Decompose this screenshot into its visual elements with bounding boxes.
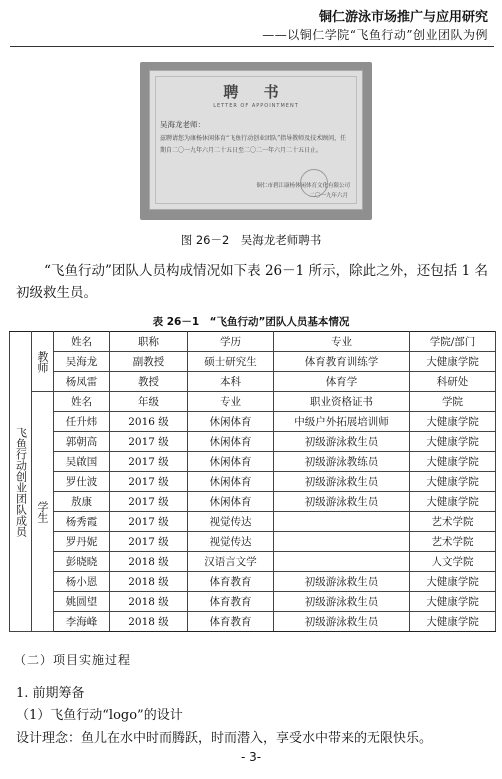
- table-cell: 初级游泳救生员: [274, 432, 410, 452]
- table-cell: 科研处: [410, 372, 496, 392]
- teacher-label: 教师: [32, 332, 54, 392]
- design-concept-text: 设计理念：鱼儿在水中时而腾跃，时而潜入，享受水中带来的无限快乐。: [16, 731, 433, 746]
- group-label: 飞鱼行动创业团队成员: [10, 332, 32, 632]
- table-cell: 敖康: [54, 492, 110, 512]
- table-cell: 大健康学院: [410, 352, 496, 372]
- table-cell: 休闲体育: [188, 432, 274, 452]
- table-row: [10, 592, 496, 612]
- table-cell: [274, 552, 410, 572]
- table-row: [10, 472, 496, 492]
- table-header-row: [10, 332, 496, 352]
- certificate-body: 兹聘请您为康杨休闲体育“飞鱼行动创业团队”指导教师及技术顾问，任期自二〇一九年六月二十五日至二〇二一年六月二十五日止。: [160, 135, 347, 154]
- table-cell: 初级游泳教练员: [274, 452, 410, 472]
- table-row: [10, 532, 496, 552]
- table-cell: 休闲体育: [188, 452, 274, 472]
- table-cell: 初级游泳救生员: [274, 572, 410, 592]
- table-cell: 初级游泳救生员: [274, 592, 410, 612]
- header-cell: 学历: [188, 332, 274, 352]
- table-cell: 李海峰: [54, 612, 110, 632]
- table-cell: 硕士研究生: [188, 352, 274, 372]
- table-cell: 体育教育训练学: [274, 352, 410, 372]
- table-cell: 大健康学院: [410, 592, 496, 612]
- table-cell: 郭朝高: [54, 432, 110, 452]
- table-row: [10, 452, 496, 472]
- student-label: 学生: [32, 392, 54, 632]
- header-cell: 职业资格证书: [274, 392, 410, 412]
- table-cell: 2018 级: [110, 592, 188, 612]
- header-rule: [10, 46, 494, 47]
- certificate-org: 铜仁市碧江康杨休闲体育文化有限公司: [256, 183, 350, 189]
- certificate-paper: [149, 70, 363, 210]
- table-cell: 大健康学院: [410, 432, 496, 452]
- table-cell: 初级游泳救生员: [274, 492, 410, 512]
- table-header-row: [10, 392, 496, 412]
- table-cell: 2017 级: [110, 432, 188, 452]
- table-cell: 杨凤雷: [54, 372, 110, 392]
- running-header-title: 铜仁游泳市场推广与应用研究: [318, 10, 488, 25]
- table-cell: 大健康学院: [410, 452, 496, 472]
- table-cell: 彭晓晓: [54, 552, 110, 572]
- table-cell: 吴啟国: [54, 452, 110, 472]
- table-cell: 教授: [110, 372, 188, 392]
- table-cell: 2018 级: [110, 552, 188, 572]
- table-cell: 杨小恩: [54, 572, 110, 592]
- table-cell: 2017 级: [110, 532, 188, 552]
- table-cell: 休闲体育: [188, 492, 274, 512]
- table-cell: 艺术学院: [410, 532, 496, 552]
- table-cell: 中级户外拓展培训师: [274, 412, 410, 432]
- table-cell: 2018 级: [110, 612, 188, 632]
- table-cell: 休闲体育: [188, 412, 274, 432]
- header-cell: 姓名: [54, 392, 110, 412]
- table-row: [10, 432, 496, 452]
- figure-caption: 图 26－2 吴海龙老师聘书: [180, 233, 322, 247]
- header-cell: 专业: [188, 392, 274, 412]
- table-cell: 大健康学院: [410, 572, 496, 592]
- subsection-heading: 1. 前期筹备: [16, 686, 85, 701]
- section-heading: （二）项目实施过程: [14, 653, 132, 667]
- table-cell: 姚圆望: [54, 592, 110, 612]
- table-cell: 视觉传达: [188, 512, 274, 532]
- table-caption: 表 26－1 “飞鱼行动”团队人员基本情况: [152, 316, 350, 328]
- subsubsection-heading: （1）飞鱼行动“logo”的设计: [16, 708, 183, 723]
- certificate-addressee: 吴海龙老师：: [160, 120, 205, 129]
- table-cell: 大健康学院: [410, 412, 496, 432]
- table-cell: 杨秀霞: [54, 512, 110, 532]
- header-cell: 专业: [274, 332, 410, 352]
- header-cell: 学院: [410, 392, 496, 412]
- table-cell: 本科: [188, 372, 274, 392]
- body-paragraph: “飞鱼行动”团队人员构成情况如下表 26－1 所示，除此之外，还包括 1 名初级救生员。: [16, 263, 488, 301]
- table-cell: 初级游泳救生员: [274, 612, 410, 632]
- table-cell: [274, 512, 410, 532]
- table-cell: 体育学: [274, 372, 410, 392]
- header-cell: 学院/部门: [410, 332, 496, 352]
- table-cell: 2018 级: [110, 572, 188, 592]
- certificate-heading-en: LETTER OF APPOINTMENT: [213, 103, 299, 109]
- team-table: [9, 331, 496, 632]
- table-cell: 初级游泳救生员: [274, 472, 410, 492]
- table-cell: 2017 级: [110, 512, 188, 532]
- table-cell: 汉语言文学: [188, 552, 274, 572]
- table-row: [10, 412, 496, 432]
- certificate-photo: [140, 62, 372, 220]
- table-cell: 视觉传达: [188, 532, 274, 552]
- table-cell: 艺术学院: [410, 512, 496, 532]
- table-cell: 休闲体育: [188, 472, 274, 492]
- table-row: [10, 352, 496, 372]
- table-row: [10, 372, 496, 392]
- table-cell: 2017 级: [110, 452, 188, 472]
- table-cell: 罗仕波: [54, 472, 110, 492]
- table-cell: 任升炜: [54, 412, 110, 432]
- table-row: [10, 552, 496, 572]
- running-header-subtitle: ——以铜仁学院“飞鱼行动”创业团队为例: [262, 28, 488, 42]
- table-cell: 大健康学院: [410, 472, 496, 492]
- header-cell: 年级: [110, 392, 188, 412]
- header-cell: 职称: [110, 332, 188, 352]
- table-cell: 罗丹妮: [54, 532, 110, 552]
- table-row: [10, 492, 496, 512]
- table-cell: 大健康学院: [410, 492, 496, 512]
- table-row: [10, 512, 496, 532]
- table-cell: [274, 532, 410, 552]
- table-cell: 体育教育: [188, 592, 274, 612]
- table-cell: 2017 级: [110, 492, 188, 512]
- table-cell: 吴海龙: [54, 352, 110, 372]
- table-row: [10, 572, 496, 592]
- table-cell: 2016 级: [110, 412, 188, 432]
- certificate-date: 二〇一九年六月: [309, 193, 348, 199]
- table-cell: 人文学院: [410, 552, 496, 572]
- table-cell: 2017 级: [110, 472, 188, 492]
- table-cell: 体育教育: [188, 612, 274, 632]
- page-number: - 3-: [240, 750, 262, 764]
- table-cell: 体育教育: [188, 572, 274, 592]
- table-cell: 大健康学院: [410, 612, 496, 632]
- certificate-heading: 聘 书: [223, 83, 289, 101]
- header-cell: 姓名: [54, 332, 110, 352]
- table-cell: 副教授: [110, 352, 188, 372]
- table-row: [10, 612, 496, 632]
